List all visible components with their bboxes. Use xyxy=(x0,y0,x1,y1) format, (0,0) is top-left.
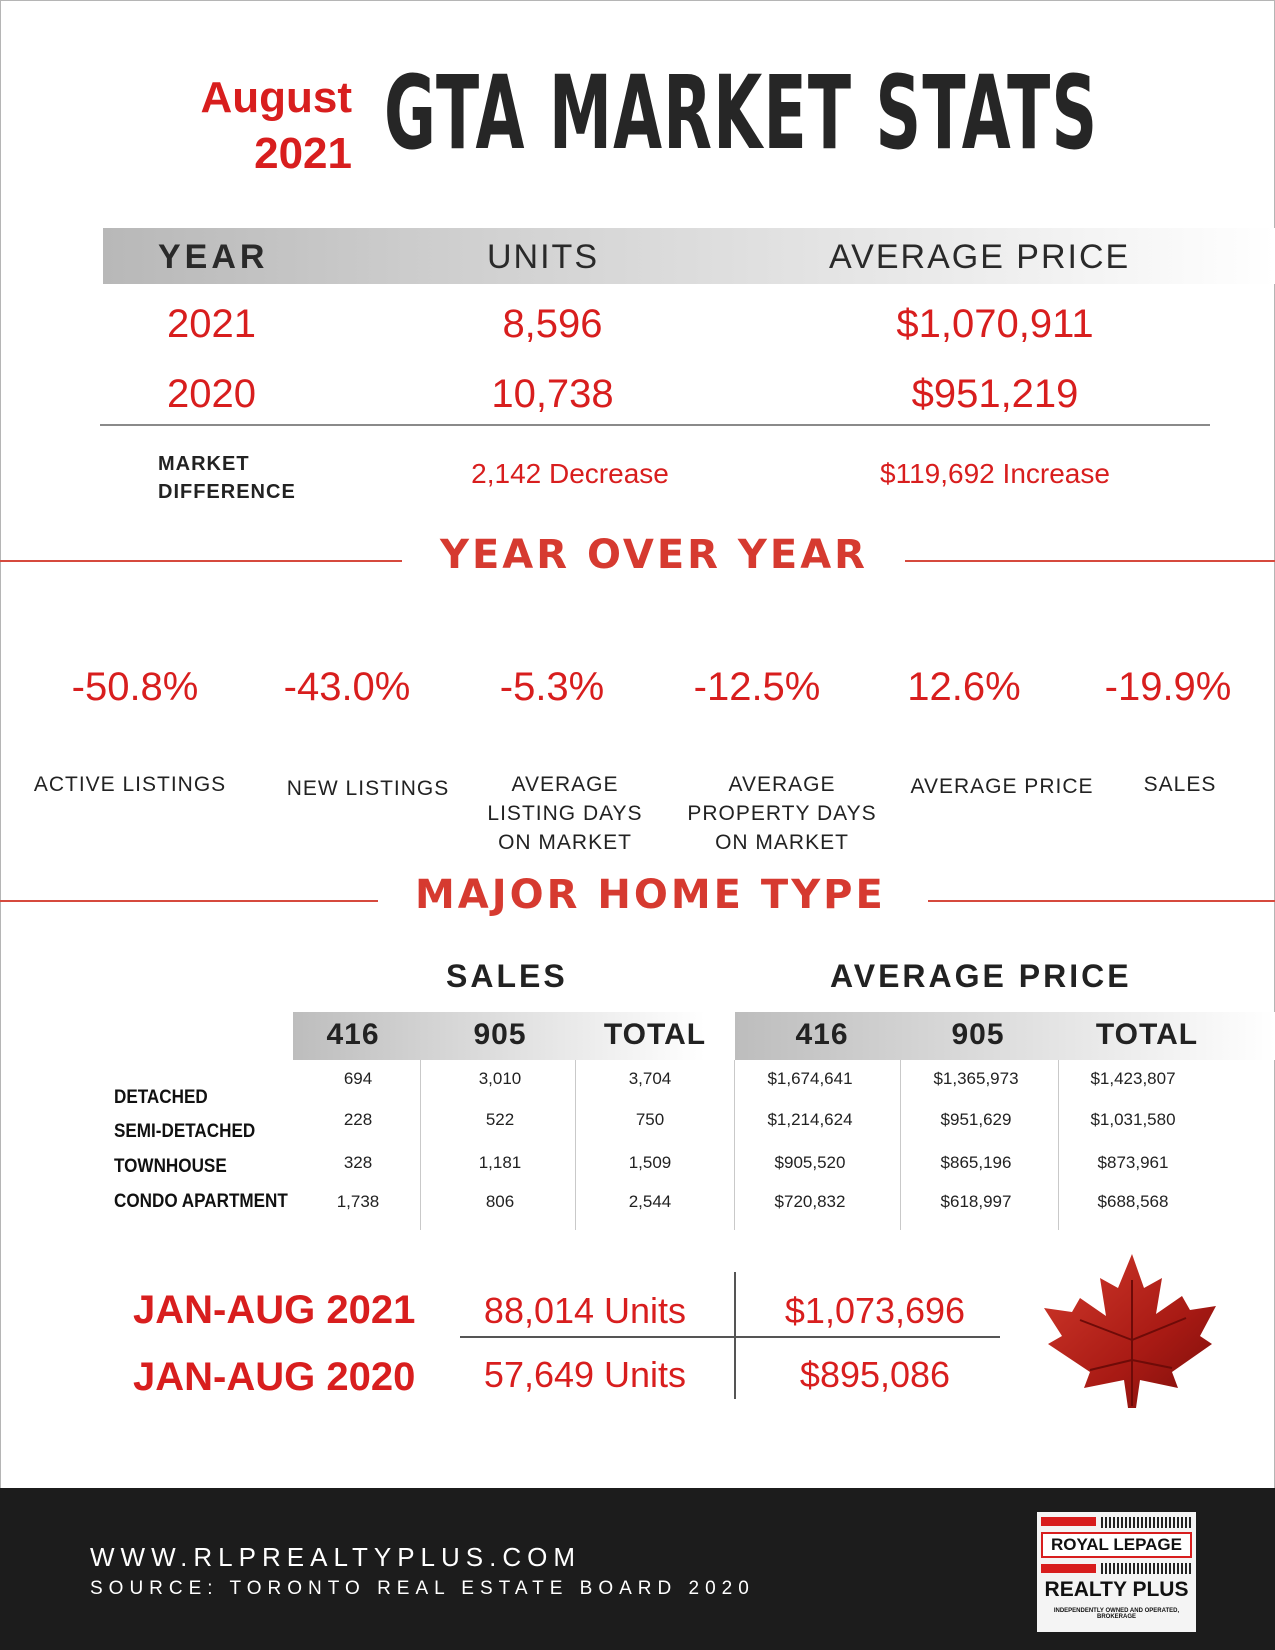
brokerage-logo xyxy=(1037,1512,1196,1632)
table-cell: $1,214,624 xyxy=(767,1110,853,1129)
row-label-condo-apartment: CONDO APARTMENT xyxy=(114,1191,288,1212)
table-cell: $1,423,807 xyxy=(1090,1069,1176,1088)
yoy-divider-left xyxy=(0,560,402,562)
sales-group-title: SALES xyxy=(446,958,568,994)
home-type-section-title: MAJOR HOME TYPE xyxy=(415,872,886,918)
table-cell: 1,738 xyxy=(336,1192,380,1211)
ytd-label-2021: JAN-AUG 2021 xyxy=(133,1288,416,1332)
row-label-detached: DETACHED xyxy=(114,1087,208,1108)
price-col-905: 905 xyxy=(951,1018,1005,1051)
table-cell: $1,674,641 xyxy=(767,1069,853,1088)
yoy-sales-label: SALES xyxy=(1143,773,1217,796)
market-difference-label: MARKET DIFFERENCE xyxy=(158,453,296,503)
yoy-average-price-value: 12.6% xyxy=(907,665,1021,709)
table-cell: 3,010 xyxy=(478,1069,522,1088)
logo-barcode xyxy=(1101,1517,1192,1528)
table-cell: $865,196 xyxy=(940,1153,1012,1172)
yoy-average-price-label: AVERAGE PRICE xyxy=(910,775,1094,798)
sales-col-905: 905 xyxy=(473,1018,527,1051)
table-cell: 1,509 xyxy=(628,1153,672,1172)
summary-divider xyxy=(100,424,1210,426)
table-cell: $905,520 xyxy=(774,1153,846,1172)
price-difference: $119,692 Increase xyxy=(880,458,1110,489)
logo-red-bar xyxy=(1041,1517,1096,1526)
yoy-sales-value: -19.9% xyxy=(1104,665,1232,709)
home-type-divider-right xyxy=(928,900,1275,902)
table-cell: $618,997 xyxy=(940,1192,1012,1211)
yoy-active-listings-label: ACTIVE LISTINGS xyxy=(33,773,227,796)
summary-year-2021: 2021 xyxy=(167,302,256,346)
logo-red-bar xyxy=(1041,1564,1096,1573)
row-label-semi-detached: SEMI-DETACHED xyxy=(114,1121,256,1142)
yoy-new-listings-label: NEW LISTINGS xyxy=(286,777,450,800)
table-cell: $688,568 xyxy=(1097,1192,1169,1211)
report-month: August 2021 xyxy=(200,73,352,178)
table-cell: 806 xyxy=(485,1192,515,1211)
ytd-units-2020: 57,649 Units xyxy=(483,1354,687,1395)
table-cell: 228 xyxy=(343,1110,373,1129)
summary-header-year: YEAR xyxy=(158,238,269,276)
price-group-title: AVERAGE PRICE xyxy=(830,958,1132,994)
logo-tagline: INDEPENDENTLY OWNED AND OPERATED, BROKERAGE xyxy=(1053,1608,1180,1620)
yoy-listing-days-value: -5.3% xyxy=(499,665,605,709)
summary-header-price: AVERAGE PRICE xyxy=(829,238,1131,276)
ytd-label-2020: JAN-AUG 2020 xyxy=(133,1355,416,1399)
logo-barcode xyxy=(1101,1563,1192,1574)
website-link[interactable]: WWW.RLPREALTYPLUS.COM xyxy=(90,1542,582,1572)
ytd-price-2021: $1,073,696 xyxy=(784,1290,966,1331)
yoy-property-days-value: -12.5% xyxy=(693,665,821,709)
price-col-416: 416 xyxy=(795,1018,849,1051)
logo-realty-plus: REALTY PLUS xyxy=(1044,1578,1189,1601)
table-cell: 2,544 xyxy=(628,1192,672,1211)
table-cell: $951,629 xyxy=(940,1110,1012,1129)
ytd-units-2021: 88,014 Units xyxy=(483,1290,687,1331)
yoy-listing-days-label: AVERAGE LISTING DAYS ON MARKET xyxy=(487,773,643,854)
price-col-total: TOTAL xyxy=(1095,1018,1199,1051)
yoy-property-days-label: AVERAGE PROPERTY DAYS ON MARKET xyxy=(687,773,877,854)
source-note: SOURCE: TORONTO REAL ESTATE BOARD 2020 xyxy=(90,1578,755,1599)
table-cell: 1,181 xyxy=(478,1153,522,1172)
summary-units-2020: 10,738 xyxy=(491,372,614,416)
home-type-divider-left xyxy=(0,900,378,902)
units-difference: 2,142 Decrease xyxy=(471,458,669,489)
page-title: GTA MARKET STATS xyxy=(384,54,1099,173)
table-cell: $720,832 xyxy=(774,1192,846,1211)
table-cell: 750 xyxy=(635,1110,665,1129)
maple-leaf-icon xyxy=(1040,1250,1220,1410)
logo-royal-lepage: ROYAL LEPAGE xyxy=(1041,1532,1192,1558)
summary-price-2020: $951,219 xyxy=(911,372,1079,416)
table-cell: 522 xyxy=(485,1110,515,1129)
yoy-active-listings-value: -50.8% xyxy=(71,665,199,709)
table-cell: 3,704 xyxy=(628,1069,672,1088)
yoy-new-listings-value: -43.0% xyxy=(283,665,411,709)
yoy-divider-right xyxy=(905,560,1275,562)
table-cell: $1,365,973 xyxy=(933,1069,1019,1088)
yoy-section-title: YEAR OVER YEAR xyxy=(440,532,868,578)
summary-year-2020: 2020 xyxy=(167,372,256,416)
summary-header-units: UNITS xyxy=(487,238,599,276)
table-cell: $1,031,580 xyxy=(1090,1110,1176,1129)
ytd-divider-vertical xyxy=(734,1272,736,1399)
table-cell: 694 xyxy=(343,1069,373,1088)
ytd-price-2020: $895,086 xyxy=(799,1354,951,1395)
table-cell: 328 xyxy=(343,1153,373,1172)
sales-col-total: TOTAL xyxy=(603,1018,707,1051)
summary-price-2021: $1,070,911 xyxy=(896,302,1094,346)
sales-col-416: 416 xyxy=(326,1018,380,1051)
ytd-divider-horizontal xyxy=(460,1336,1000,1338)
table-cell: $873,961 xyxy=(1097,1153,1169,1172)
summary-units-2021: 8,596 xyxy=(502,302,603,346)
row-label-townhouse: TOWNHOUSE xyxy=(114,1156,227,1177)
